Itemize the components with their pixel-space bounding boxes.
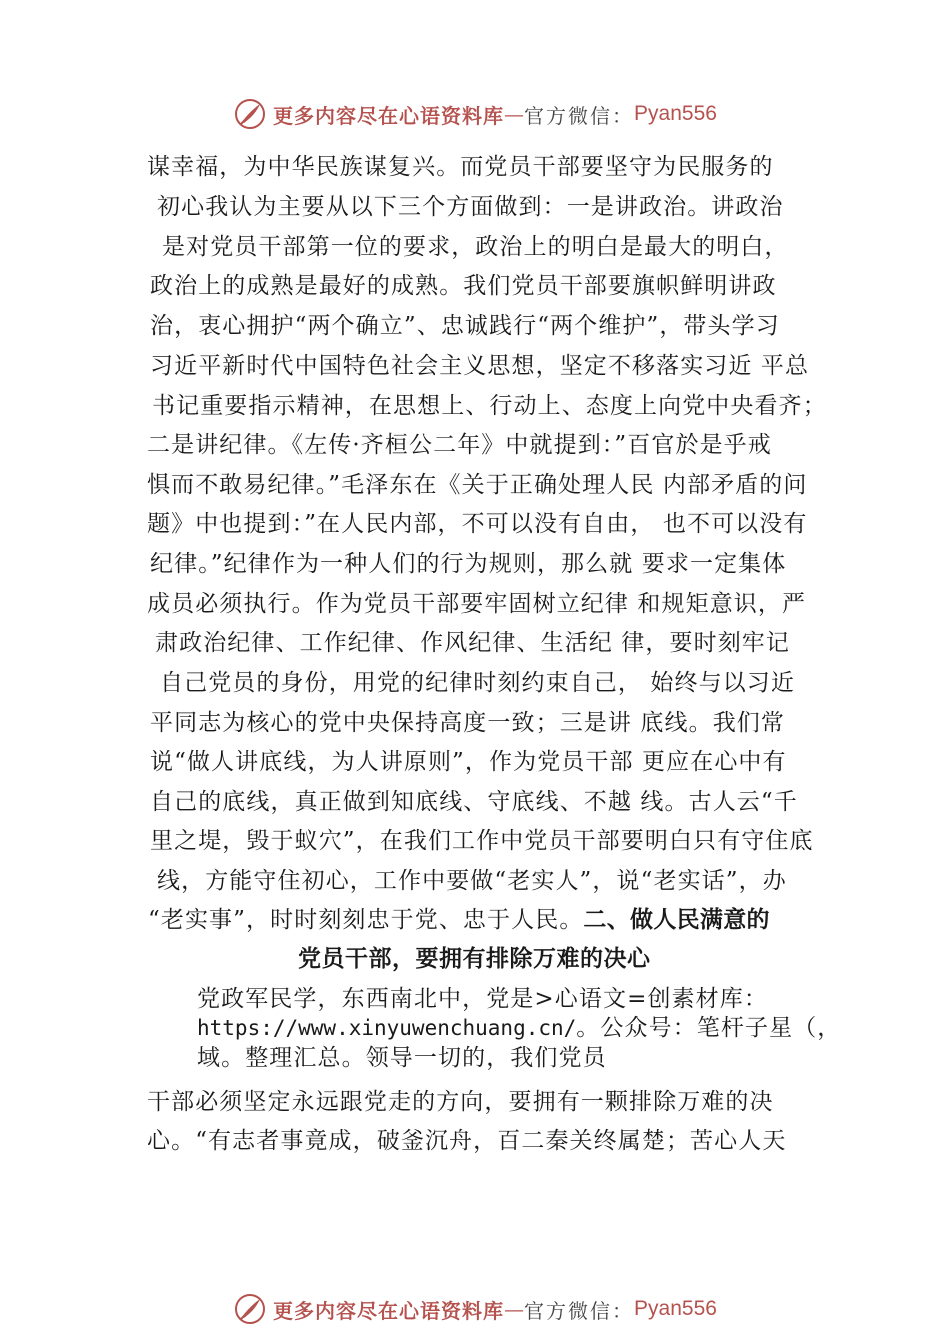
quill-logo-icon	[233, 1292, 267, 1326]
ad-line-3: 域。整理汇总。领导一切的，我们党员	[197, 1045, 607, 1071]
body-line-5: 治，衷心拥护“两个确立”、忠诚践行“两个维护”，带头学习	[150, 313, 780, 339]
body-line-9: 惧而不敢易纪律。”毛泽东在《关于正确处理人民 内部矛盾的问	[147, 472, 808, 498]
body-line-1: 谋幸福，为中华民族谋复兴。而党员干部要坚守为民服务的	[147, 154, 774, 180]
ad-url-link[interactable]: https://www.xinyuwenchuang.cn/	[197, 1016, 577, 1040]
body-line-13: 肃政治纪律、工作纪律、作风纪律、生活纪 律，要时刻牢记	[155, 630, 791, 656]
watermark-banner-bottom	[0, 1289, 950, 1329]
body-line-22: 干部必须坚定永远跟党走的方向，要拥有一颗排除万难的决	[147, 1089, 774, 1115]
ad-line-2-text: 。公众号：笔杆子星（，	[576, 1015, 842, 1041]
body-line-8: 二是讲纪律。《左传·齐桓公二年》中就提到：”百官於是乎戒	[147, 432, 772, 458]
body-line-14: 自己党员的身份，用党的纪律时刻约束自己， 始终与以习近	[160, 670, 796, 696]
section-heading-start: 二、做人民满意的	[583, 907, 770, 933]
ad-line-1: 党政军民学，东西南北中，党是>心语文=创素材库：	[197, 986, 768, 1012]
watermark-separator: —	[504, 1297, 525, 1321]
body-line-4: 政治上的成熟是最好的成熟。我们党员干部要旗帜鲜明讲政	[150, 273, 777, 299]
ad-line-2	[197, 1013, 841, 1043]
body-line-11: 纪律。”纪律作为一种人们的行为规则，那么就 要求一定集体	[150, 551, 787, 577]
body-line-2: 初心我认为主要从以下三个方面做到：一是讲政治。讲政治	[157, 194, 784, 220]
body-line-15: 平同志为核心的党中央保持高度一致；三是讲 底线。我们常	[150, 710, 786, 736]
body-line-10: 题》中也提到：”在人民内部，不可以没有自由， 也不可以没有	[147, 511, 808, 537]
watermark-wechat-label: 官方微信：	[524, 103, 635, 128]
body-line-19: 线，方能守住初心，工作中要做“老实人”，说“老实话”，办	[157, 868, 787, 894]
quill-logo-icon	[233, 97, 267, 131]
watermark-title: 更多内容尽在心语资料库	[273, 1298, 505, 1323]
watermark-wechat-id: Pyan556	[634, 1297, 717, 1320]
body-line-17: 自己的底线，真正做到知底线、守底线、不越 线。古人云“千	[150, 789, 798, 815]
body-line-20	[148, 905, 770, 935]
watermark-separator: —	[504, 102, 525, 126]
watermark-title: 更多内容尽在心语资料库	[273, 103, 505, 128]
watermark-wechat-id: Pyan556	[634, 102, 717, 125]
body-line-7: 书记重要指示精神，在思想上、行动上、态度上向党中央看齐；	[152, 393, 827, 419]
section-heading-end: 党员干部，要拥有排除万难的决心	[298, 946, 651, 972]
body-line-16: 说“做人讲底线，为人讲原则”，作为党员干部 更应在心中有	[150, 749, 787, 775]
body-line-20-text: “老实事”，时时刻刻忠于党、忠于人民。	[148, 907, 584, 933]
body-line-23: 心。“有志者事竟成，破釜沉舟，百二秦关终属楚；苦心人天	[147, 1128, 787, 1154]
body-line-6: 习近平新时代中国特色社会主义思想，坚定不移落实习近 平总	[150, 353, 810, 379]
watermark-banner-top	[0, 94, 950, 134]
body-line-12: 成员必须执行。作为党员干部要牢固树立纪律 和规矩意识，严	[147, 591, 807, 617]
body-line-3: 是对党员干部第一位的要求，政治上的明白是最大的明白，	[162, 234, 789, 260]
body-line-18: 里之堤，毁于蚁穴”，在我们工作中党员干部要明白只有守住底	[150, 828, 814, 854]
watermark-wechat-label: 官方微信：	[524, 1298, 635, 1323]
